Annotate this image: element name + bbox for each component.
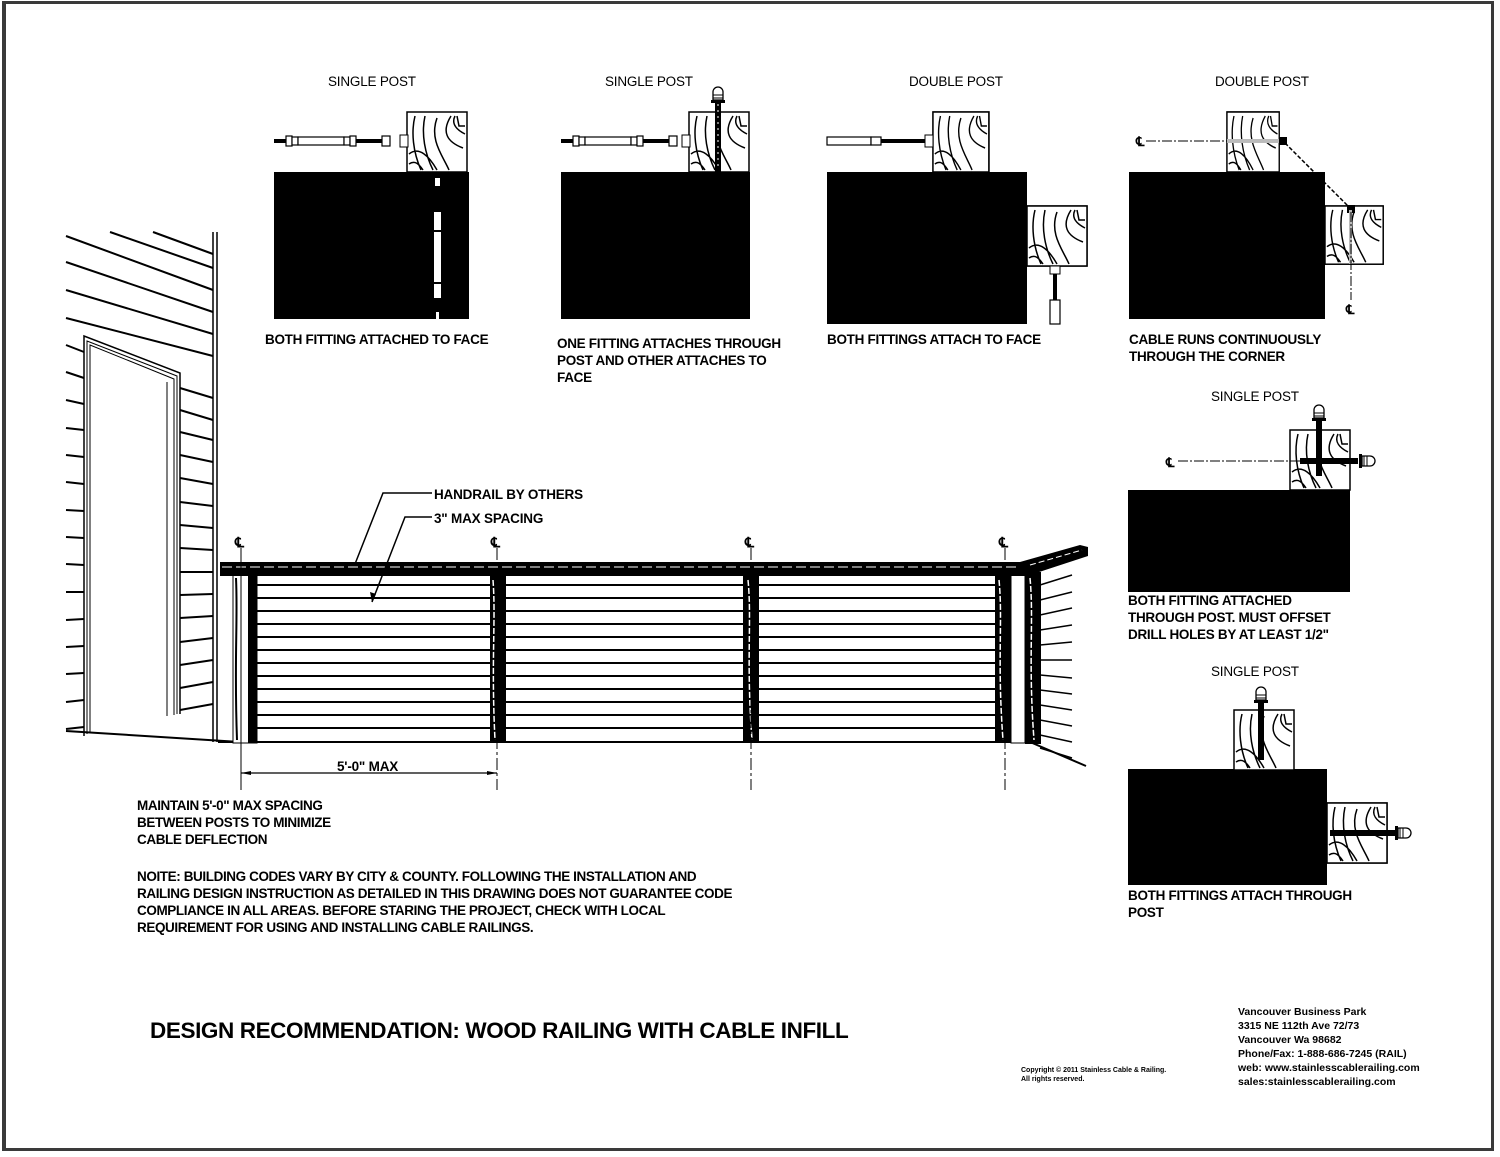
detail-1-drawing (274, 112, 469, 319)
contact-phone: Phone/Fax: 1-888-686-7245 (RAIL) (1238, 1048, 1407, 1060)
post-spacing-dimension: 5'-0" MAX (337, 759, 399, 774)
svg-text:℄: ℄ (1346, 302, 1355, 317)
detail-6-drawing (1128, 687, 1411, 885)
detail-6-heading: SINGLE POST (1211, 664, 1299, 679)
copyright (1021, 1066, 1166, 1084)
railing-elevation (218, 493, 1088, 790)
detail-3-caption: BOTH FITTINGS ATTACH TO FACE (827, 332, 1041, 347)
detail-2-heading: SINGLE POST (605, 74, 693, 89)
svg-text:℄: ℄ (1136, 134, 1145, 149)
contact-name: Vancouver Business Park (1238, 1006, 1367, 1018)
contact-web: web: www.stainlesscablerailing.com (1238, 1062, 1420, 1074)
detail-2-caption: ONE FITTING ATTACHES THROUGH POST AND OTHER ATTACHES TO FACE (557, 336, 781, 385)
detail-3-drawing (827, 112, 1087, 324)
detail-5-caption: BOTH FITTING ATTACHED THROUGH POST. MUST OFFSET DRILL HOLES BY AT LEAST 1/2" (1128, 593, 1331, 642)
detail-5-heading: SINGLE POST (1211, 389, 1299, 404)
spacing-note: MAINTAIN 5'-0" MAX SPACING BETWEEN POSTS TO MINIMIZE CABLE DEFLECTION (137, 798, 331, 847)
contact-sales: sales:stainlesscablerailing.com (1238, 1076, 1396, 1088)
copyright-line-1: Copyright © 2011 Stainless Cable & Railing. (1021, 1067, 1167, 1074)
detail-1-caption: BOTH FITTING ATTACHED TO FACE (265, 332, 489, 347)
detail-5-drawing (1128, 405, 1375, 592)
code-compliance-note: NOITE: BUILDING CODES VARY BY CITY & COUNTY. FOLLOWING THE INSTALLATION AND RAILING DESIGN INSTRUCTION AS DETAILED IN THIS DRAWING DOES NOT GUARANTEE CODE COMPLIANCE IN ALL AREAS. BEFORE STARING THE PROJECT, CHECK WITH LOCAL REQUIREMENT FOR USING AND INSTALLING CABLE RAILINGS. (137, 869, 733, 935)
drawing-title: DESIGN RECOMMENDATION: WOOD RAILING WITH CABLE INFILL (150, 1018, 849, 1043)
detail-4-drawing (1129, 112, 1383, 319)
svg-text:℄: ℄ (745, 534, 754, 550)
handrail-callout: HANDRAIL BY OTHERS (434, 487, 583, 502)
detail-1-heading: SINGLE POST (328, 74, 416, 89)
svg-text:℄: ℄ (999, 534, 1008, 550)
svg-text:℄: ℄ (235, 534, 244, 550)
contact-address-1: 3315 NE 112th Ave 72/73 (1238, 1020, 1360, 1032)
copyright-line-2: All rights reserved. (1021, 1076, 1085, 1083)
spacing-callout: 3" MAX SPACING (434, 511, 544, 526)
detail-4-heading: DOUBLE POST (1215, 74, 1309, 89)
contact-address-2: Vancouver Wa 98682 (1238, 1034, 1342, 1046)
svg-text:℄: ℄ (1166, 455, 1175, 470)
detail-2-drawing (561, 87, 750, 319)
contact-block (1238, 1005, 1420, 1089)
svg-text:℄: ℄ (491, 534, 500, 550)
detail-4-caption: CABLE RUNS CONTINUOUSLY THROUGH THE CORNER (1129, 332, 1321, 364)
detail-6-caption: BOTH FITTINGS ATTACH THROUGH POST (1128, 888, 1352, 920)
detail-3-heading: DOUBLE POST (909, 74, 1003, 89)
